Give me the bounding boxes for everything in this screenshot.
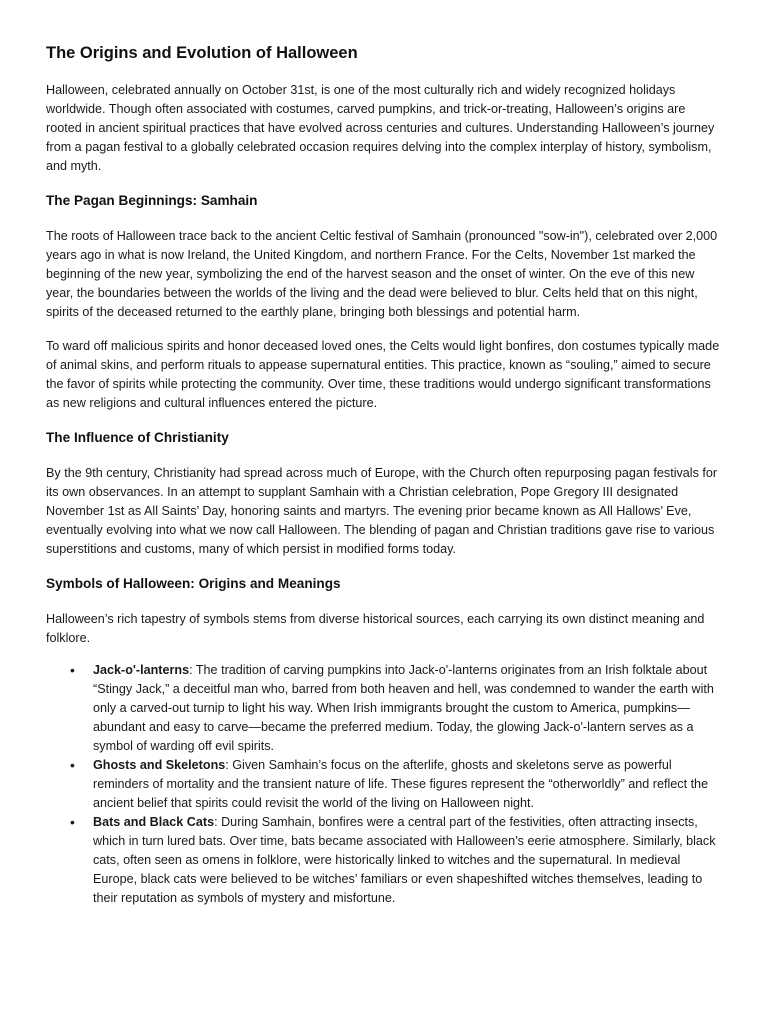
- section-heading-christianity: The Influence of Christianity: [46, 430, 229, 445]
- list-item: [93, 756, 722, 813]
- list-item-text: : During Samhain, bonfires were a central part of the festivities, often attracting insects, which in turn lured bats. Over time, bats became associated with Halloween’s eerie atmosphere. Similarly, black cats, often seen as omens in folklore, were historically linked to witches and the supernatural. In medieval Europe, black cats were believed to be witches’ familiars or even shapeshifted witches themselves, leading to their reputation as symbols of mystery and misfortune.: [93, 815, 716, 905]
- samhain-paragraph-1: The roots of Halloween trace back to the ancient Celtic festival of Samhain (pronounced "sow-in"), celebrated over 2,000 years ago in what is now Ireland, the United Kingdom, and northern France. For the Celts, November 1st marked the beginning of the new year, symbolizing the end of the harvest season and the onset of winter. On the eve of this new year, the boundaries between the worlds of the living and the dead were believed to blur. Celts held that on this night, spirits of the deceased returned to the earthly plane, bringing both blessings and potential harm.: [46, 229, 718, 319]
- intro-paragraph: Halloween, celebrated annually on October 31st, is one of the most culturally rich and widely recognized holidays worldwide. Though often associated with costumes, carved pumpkins, and trick-or-treating, Halloween’s origins are rooted in ancient spiritual practices that have evolved across centuries and cultures. Understanding Halloween’s journey from a pagan festival to a globally celebrated occasion requires delving into the complex interplay of history, symbolism, and myth.: [46, 83, 715, 173]
- section-heading-symbols: Symbols of Halloween: Origins and Meanings: [46, 576, 341, 591]
- list-item-text: : The tradition of carving pumpkins into Jack-o'-lanterns originates from an Irish folktale about “Stingy Jack,” a deceitful man who, barred from both heaven and hell, was condemned to wander the earth with only a carved-out turnip to light his way. When Irish immigrants brought the custom to America, pumpkins—abundant and easy to carve—became the preferred medium. Today, the glowing Jack-o'-lantern serves as a symbol of warding off evil spirits.: [93, 663, 714, 753]
- section-heading-samhain: The Pagan Beginnings: Samhain: [46, 193, 258, 208]
- samhain-paragraph-2: To ward off malicious spirits and honor deceased loved ones, the Celts would light bonfires, don costumes typically made of animal skins, and perform rituals to appease supernatural entities. This practice, known as “souling,” aimed to secure the favor of spirits while protecting the community. Over time, these traditions would undergo significant transformations as new religions and cultural influences entered the picture.: [46, 339, 720, 410]
- list-item: [93, 661, 722, 756]
- list-item-term: Bats and Black Cats: [93, 815, 215, 829]
- list-item-term: Ghosts and Skeletons: [93, 758, 226, 772]
- christianity-paragraph: By the 9th century, Christianity had spread across much of Europe, with the Church often repurposing pagan festivals for its own observances. In an attempt to supplant Samhain with a Christian celebration, Pope Gregory III designated November 1st as All Saints’ Day, honoring saints and martyrs. The evening prior became known as All Hallows’ Eve, eventually evolving into what we now call Halloween. The blending of pagan and Christian traditions gave rise to various superstitions and customs, many of which persist in modified forms today.: [46, 466, 718, 556]
- document-title: The Origins and Evolution of Halloween: [46, 44, 358, 62]
- list-item-text: : Given Samhain’s focus on the afterlife, ghosts and skeletons serve as powerful reminders of mortality and the transient nature of life. These figures represent the “otherworldly” and reflect the ancient belief that spirits could revisit the world of the living on Halloween night.: [93, 758, 709, 810]
- list-item: [93, 813, 722, 908]
- symbols-list: [46, 661, 722, 908]
- symbols-intro-paragraph: Halloween’s rich tapestry of symbols stems from diverse historical sources, each carrying its own distinct meaning and folklore.: [46, 612, 705, 645]
- list-item-term: Jack-o'-lanterns: [93, 663, 190, 677]
